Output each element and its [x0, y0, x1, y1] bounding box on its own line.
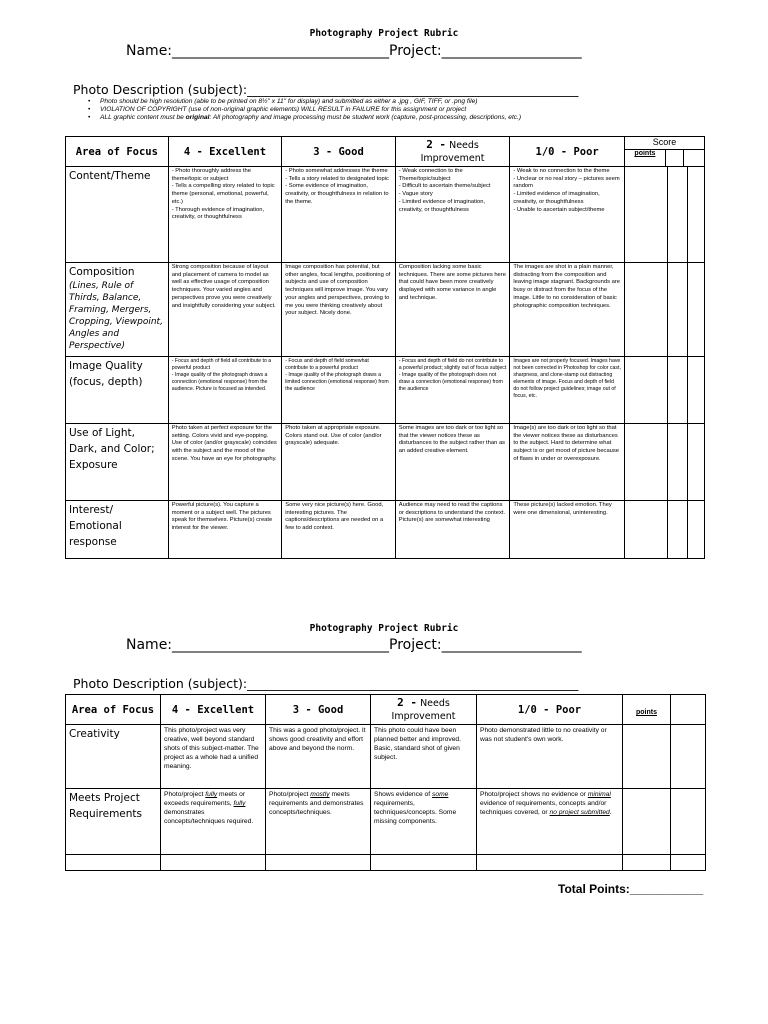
- header-row: [66, 695, 706, 725]
- score-cell[interactable]: [687, 167, 704, 263]
- score-label: Score: [625, 137, 704, 150]
- area-image-quality: Image Quality (focus, depth): [66, 357, 169, 424]
- score-cell[interactable]: [687, 263, 704, 357]
- name-project-line: Name:_______________________________Project:____________________: [126, 43, 582, 59]
- cell-excellent: - Focus and depth of field all contribute to a powerful product - Image quality of the photograph draws a connection (emotional response) from the audience. Picture is focused as intended.: [168, 357, 282, 424]
- cell-needs: Composition lacking some basic techniques. There are some pictures here that could have been more creatively displayed with some variance in angle and technique.: [395, 263, 510, 357]
- requirements-list: [70, 98, 521, 122]
- score-cell[interactable]: [624, 501, 667, 559]
- table-row: [66, 789, 706, 855]
- area-light-dark-color: Use of Light, Dark, and Color; Exposure: [66, 424, 169, 501]
- header-poor: 1/0 - Poor: [477, 695, 623, 725]
- header-row: [66, 137, 705, 167]
- score-cell[interactable]: [624, 357, 667, 424]
- area-meets-requirements: Meets Project Requirements: [66, 789, 161, 855]
- empty-cell[interactable]: [266, 855, 371, 871]
- area-content-theme: Content/Theme: [66, 167, 169, 263]
- score-cell[interactable]: [668, 501, 687, 559]
- cell-poor: The images are shot in a plain manner, distracting from the composition and leaving image stagnant. Backgrounds are busy or distract from the focus of the image. Little to no consideration of basic photographic composition techniques.: [510, 263, 625, 357]
- score-cell[interactable]: [623, 855, 671, 871]
- score-cell[interactable]: [668, 357, 687, 424]
- header-needs-improvement: 2 - Needs Improvement: [395, 137, 510, 167]
- empty-cell[interactable]: [477, 855, 623, 871]
- cell-poor: Photo/project shows no evidence or minimal evidence of requirements, concepts and/or techniques covered, or no project submitted.: [477, 789, 623, 855]
- header-excellent: 4 - Excellent: [168, 137, 282, 167]
- header-area: Area of Focus: [66, 137, 169, 167]
- score-cell[interactable]: [671, 725, 706, 789]
- page-title-2: Photography Project Rubric: [309, 623, 459, 634]
- cell-excellent: Powerful picture(s). You capture a moment or a subject well. The pictures speak for themselves. Picture(s) create interest for the viewer.: [168, 501, 282, 559]
- score-cell[interactable]: [624, 424, 667, 501]
- cell-excellent: - Photo thoroughly address the theme/topic or subject - Tells a compelling story related to topic theme (personal, emotional, powerful, etc.) - Thorough evidence of imagination, creativity, or thoughtfulness: [168, 167, 282, 263]
- score-cell[interactable]: [687, 424, 704, 501]
- area-composition: Composition (Lines, Rule of Thirds, Balance, Framing, Mergers, Cropping, Viewpoint, Angles and Perspective): [66, 263, 169, 357]
- empty-cell[interactable]: [161, 855, 266, 871]
- header-area: Area of Focus: [66, 695, 161, 725]
- cell-needs: - Focus and depth of field do not contribute to a powerful product; slightly out of focus subject - Image quality of the photograph does not draw a connection (emotional response) from the audience: [395, 357, 510, 424]
- table-row: [66, 855, 706, 871]
- table-row: [66, 263, 705, 357]
- score-cell[interactable]: [668, 424, 687, 501]
- cell-good: Photo/project mostly meets requirements and demonstrates concepts/techniques.: [266, 789, 371, 855]
- score-cell[interactable]: [668, 167, 687, 263]
- cell-excellent: This photo/project was very creative, well beyond standard shots of this subject-matter. The project as a whole had a unified meaning.: [161, 725, 266, 789]
- cell-excellent: Strong composition because of layout and placement of camera to model as well as effective usage of composition techniques. Your varied angles and perspectives prove you were creatively and insightfully considering your subject.: [168, 263, 282, 357]
- empty-cell[interactable]: [371, 855, 477, 871]
- score-cell[interactable]: [671, 855, 706, 871]
- table-row: [66, 725, 706, 789]
- cell-excellent: Photo taken at perfect exposure for the setting. Colors vivid and eye-popping. Use of color (and/or grayscale) coincides with the subject and the mood of the scene. You have an eye for photography.: [168, 424, 282, 501]
- page-title: Photography Project Rubric: [309, 28, 459, 39]
- score-cell[interactable]: [624, 263, 667, 357]
- header-good: 3 - Good: [282, 137, 396, 167]
- cell-good: - Focus and depth of field somewhat contribute to a powerful product - Image quality of the photograph draws a limited connection (emotional response) from the audience: [282, 357, 396, 424]
- header-needs-improvement: 2 - Needs Improvement: [371, 695, 477, 725]
- cell-needs: Shows evidence of some requirements, techniques/concepts. Some missing components.: [371, 789, 477, 855]
- header-points: [623, 695, 671, 725]
- table-row: [66, 357, 705, 424]
- points-label: points: [636, 709, 657, 716]
- score-cell[interactable]: [687, 357, 704, 424]
- area-interest-emotional: Interest/ Emotional response: [66, 501, 169, 559]
- score-cell[interactable]: [671, 695, 706, 725]
- cell-good: - Photo somewhat addresses the theme - Tells a story related to designated topic - Some evidence of imagination, creativity, or thoughtfulness in relation to the theme.: [282, 167, 396, 263]
- rubric-table-2: [65, 694, 706, 871]
- requirement-item: • VIOLATION OF COPYRIGHT (use of non-original graphic elements) WILL RESULT in FAILURE for this assignment or project: [70, 106, 521, 114]
- header-score: [624, 137, 704, 167]
- points-label: points: [625, 150, 666, 166]
- requirement-item: • Photo should be high resolution (able to be printed on 8½" x 11" for display) and submitted as either a .jpg , GIF, TIFF, or .png file): [70, 98, 521, 106]
- cell-good: Photo taken at appropriate exposure. Colors stand out. Use of color (and/or grayscale) adequate.: [282, 424, 396, 501]
- score-cell[interactable]: [668, 263, 687, 357]
- score-cell[interactable]: [623, 725, 671, 789]
- cell-needs: Audience may need to read the captions or descriptions to understand the context. Picture(s) are somewhat interesting: [395, 501, 510, 559]
- cell-good: This was a good photo/project. It shows good creativity and effort above and beyond the norm.: [266, 725, 371, 789]
- header-good: 3 - Good: [266, 695, 371, 725]
- total-points: Total Points:___________: [558, 882, 704, 896]
- score-cell[interactable]: [671, 789, 706, 855]
- table-row: [66, 167, 705, 263]
- cell-poor: Image(s) are too dark or too light so that the viewer notices these as disturbances to the subject. Hard to determine what subject is or get mood of picture because of flaws in under or overexposure.: [510, 424, 625, 501]
- cell-good: Some very nice picture(s) here. Good, interesting pictures. The captions/descriptions are needed on a few to add context.: [282, 501, 396, 559]
- photo-description-line: Photo Description (subject):_____________________________________________________: [73, 82, 579, 97]
- cell-poor: Photo demonstrated little to no creativity or was not student's own work.: [477, 725, 623, 789]
- header-excellent: 4 - Excellent: [161, 695, 266, 725]
- name-project-line-2: Name:_______________________________Project:____________________: [126, 637, 582, 653]
- cell-poor: Images are not properly focused. Images have not been corrected in Photoshop for color cast, sharpness, and clone-stamp out distracting elements of image. Focus and depth of field do not follow project guidelines; image out of focus, etc.: [510, 357, 625, 424]
- area-creativity: Creativity: [66, 725, 161, 789]
- cell-needs: Some images are too dark or too light so that the viewer notices these as disturbances to the subject rather than as an added creative element.: [395, 424, 510, 501]
- score-cell[interactable]: [687, 501, 704, 559]
- cell-poor: - Weak to no connection to the theme - Unclear or no real story – pictures seem random - Limited evidence of imagination, creativity, or thoughtfulness - Unable to ascertain subject/theme: [510, 167, 625, 263]
- cell-poor: These picture(s) lacked emotion. They were one dimensional, uninteresting.: [510, 501, 625, 559]
- cell-needs: This photo could have been planned better and improved. Basic, standard shot of given subject.: [371, 725, 477, 789]
- header-poor: 1/0 - Poor: [510, 137, 625, 167]
- cell-good: Image composition has potential, but other angles, focal lengths, positioning of subjects and use of composition techniques will improve image. You vary your angles and perspectives, proving to me you were thinking creatively about your subject. Nicely done.: [282, 263, 396, 357]
- requirement-item: • ALL graphic content must be original: All photography and image processing must be student work (capture, post-processing, descriptions, etc.): [70, 114, 521, 122]
- table-row: [66, 501, 705, 559]
- cell-needs: - Weak connection to the Theme/topic/subject - Difficult to ascertain theme/subject - Vague story - Limited evidence of imagination, creativity, or thoughtfulness: [395, 167, 510, 263]
- cell-excellent: Photo/project fully meets or exceeds requirements, fully demonstrates concepts/techniques required.: [161, 789, 266, 855]
- rubric-table-1: [65, 136, 705, 559]
- photo-description-line-2: Photo Description (subject):_____________________________________________________: [73, 676, 579, 691]
- empty-cell[interactable]: [66, 855, 161, 871]
- score-cell[interactable]: [623, 789, 671, 855]
- table-row: [66, 424, 705, 501]
- score-cell[interactable]: [624, 167, 667, 263]
